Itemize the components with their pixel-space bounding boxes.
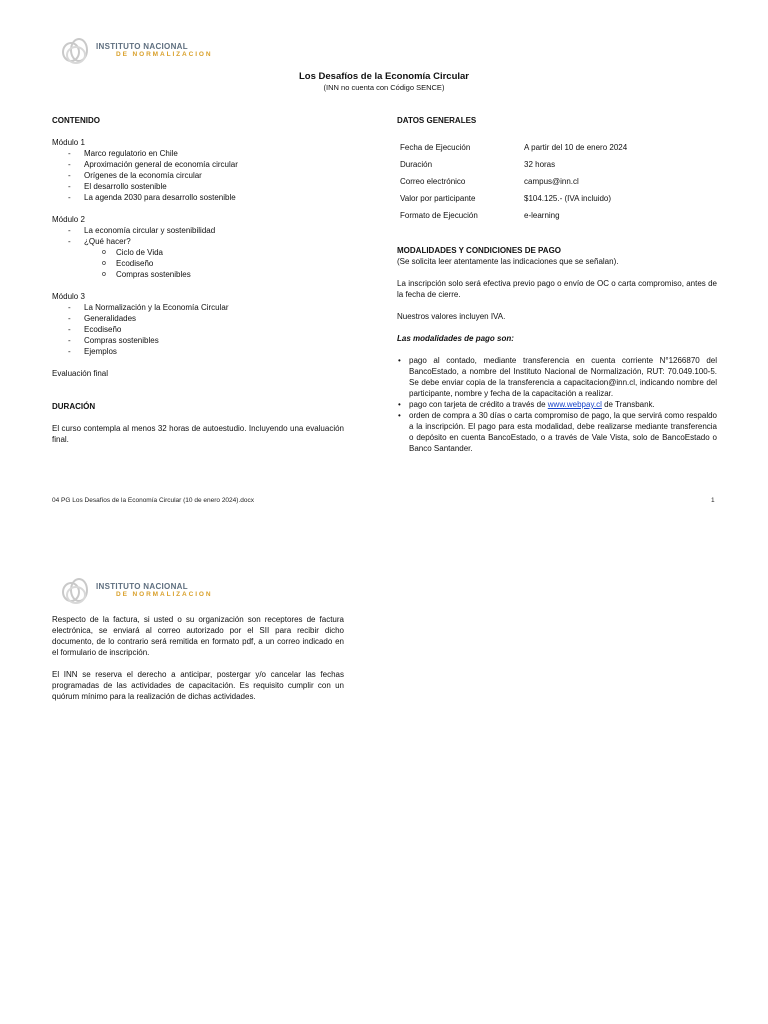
table-cell-label: Duración — [400, 160, 433, 169]
right-column — [397, 115, 717, 454]
left-column — [52, 115, 344, 445]
table-cell-label: Correo electrónico — [400, 177, 466, 186]
table-cell-value: e-learning — [524, 211, 560, 220]
logo-line-1: INSTITUTO NACIONAL — [96, 582, 188, 592]
list-item-text: de Transbank. — [601, 400, 655, 409]
modalidades-heading: MODALIDADES Y CONDICIONES DE PAGO — [397, 246, 562, 255]
logo-line-2: DE NORMALIZACION — [116, 591, 213, 599]
document-title: Los Desafíos de la Economía Circular — [299, 71, 469, 82]
payment-methods-list — [397, 355, 717, 454]
list-item-label: ¿Qué hacer? — [84, 237, 131, 246]
reserva-derecho-paragraph: El INN se reserva el derecho a anticipar, postergar y/o cancelar las fechas programadas de las actividades de capacitación. Es requisito cumplir con un quórum mínimo para la realización de dichas actividades. — [52, 670, 344, 701]
table-row — [397, 190, 627, 207]
list-item: - La economía circular y sostenibilidad — [52, 225, 344, 236]
modalidades-paragraph-1: La inscripción solo será efectiva previo pago o envío de OC o carta compromiso, antes de la fecha de cierre. — [397, 279, 717, 299]
list-item: - La agenda 2030 para desarrollo sostenible — [52, 192, 344, 203]
list-item — [52, 236, 344, 280]
list-item: - El desarrollo sostenible — [52, 181, 344, 192]
list-item: - Aproximación general de economía circular — [52, 159, 344, 170]
list-item: - Orígenes de la economía circular — [52, 170, 344, 181]
inn-logo-mark-icon — [62, 38, 92, 64]
modulo-2-sublist — [84, 247, 344, 280]
document-page-2 — [0, 560, 768, 1024]
modulo-1-list — [52, 148, 344, 203]
webpay-link[interactable]: www.webpay.cl — [547, 400, 602, 409]
list-item: - Generalidades — [52, 313, 344, 324]
modalidades-paragraph-2: Nuestros valores incluyen IVA. — [397, 312, 506, 321]
list-item: • pago al contado, mediante transferencia en cuenta corriente N°1266870 del BancoEstado, a nombre del Instituto Nacional de Normalización, RUT: 70.049.100-5. Se debe enviar copia de la transferencia a capacitacion@inn.cl, indicando nombre del participante, nombre y fecha de la capacitación a realizar. — [397, 355, 717, 399]
table-cell-value: 32 horas — [524, 160, 556, 169]
table-cell-value: $104.125.- (IVA incluido) — [524, 194, 612, 203]
table-row — [397, 173, 627, 190]
list-item: - Compras sostenibles — [52, 335, 344, 346]
table-cell-label: Formato de Ejecución — [400, 211, 478, 220]
sublist-item: o Ciclo de Vida — [52, 247, 344, 258]
list-item: - Ejemplos — [52, 346, 344, 357]
modulo-1-title: Módulo 1 — [52, 138, 85, 147]
datos-generales-table — [397, 139, 627, 224]
modulo-3-title: Módulo 3 — [52, 292, 85, 301]
list-item-text: pago con tarjeta de crédito a través de — [409, 400, 548, 409]
datos-generales-heading: DATOS GENERALES — [397, 116, 477, 125]
list-item — [397, 399, 717, 410]
footer-page-number: 1 — [711, 497, 715, 504]
table-row — [397, 207, 627, 224]
contenido-heading: CONTENIDO — [52, 116, 100, 125]
duracion-text: El curso contempla al menos 32 horas de autoestudio. Incluyendo una evaluación final. — [52, 424, 344, 444]
table-cell-value: campus@inn.cl — [524, 177, 579, 186]
inn-logo — [62, 578, 212, 604]
evaluacion-final: Evaluación final — [52, 369, 109, 378]
list-item: • orden de compra a 30 días o carta compromiso de pago, la que servirá como respaldo a la inscripción. El pago para esta modalidad, debe realizarse mediante transferencia o depósito en cuenta BancoEstado, o a través de Vale Vista, solo de BancoEstado o Banco Santander. — [397, 410, 717, 454]
inn-logo-mark-icon — [62, 578, 92, 604]
modalidades-intro: (Se solicita leer atentamente las indicaciones que se señalan). — [397, 257, 619, 266]
logo-line-1: INSTITUTO NACIONAL — [96, 42, 188, 52]
footer-filename: 04 PG Los Desafíos de la Economía Circular (10 de enero 2024).docx — [52, 497, 254, 504]
list-item: - Ecodiseño — [52, 324, 344, 335]
modulo-3-list — [52, 302, 344, 357]
duracion-heading: DURACIÓN — [52, 402, 96, 411]
modulo-2-list — [52, 225, 344, 280]
list-item: - La Normalización y la Economía Circular — [52, 302, 344, 313]
sublist-item: o Ecodiseño — [52, 258, 344, 269]
table-cell-value: A partir del 10 de enero 2024 — [524, 143, 628, 152]
factura-paragraph: Respecto de la factura, si usted o su organización son receptores de factura electrónica, se enviará al correo autorizado por el SII para recibir dicho documento, de lo contrario será remitida en formato pdf, a un correo indicado en el formulario de inscripción. — [52, 615, 344, 657]
sublist-item: o Compras sostenibles — [52, 269, 344, 280]
table-row — [397, 156, 627, 173]
logo-line-2: DE NORMALIZACION — [116, 51, 213, 59]
modulo-2-title: Módulo 2 — [52, 215, 85, 224]
table-cell-label: Fecha de Ejecución — [400, 143, 471, 152]
modalidades-subheading: Las modalidades de pago son: — [397, 334, 514, 343]
table-row — [397, 139, 627, 156]
document-subtitle: (INN no cuenta con Código SENCE) — [323, 83, 445, 92]
inn-logo — [62, 38, 212, 64]
page-2-body — [52, 614, 344, 702]
list-item: - Marco regulatorio en Chile — [52, 148, 344, 159]
table-cell-label: Valor por participante — [400, 194, 476, 203]
